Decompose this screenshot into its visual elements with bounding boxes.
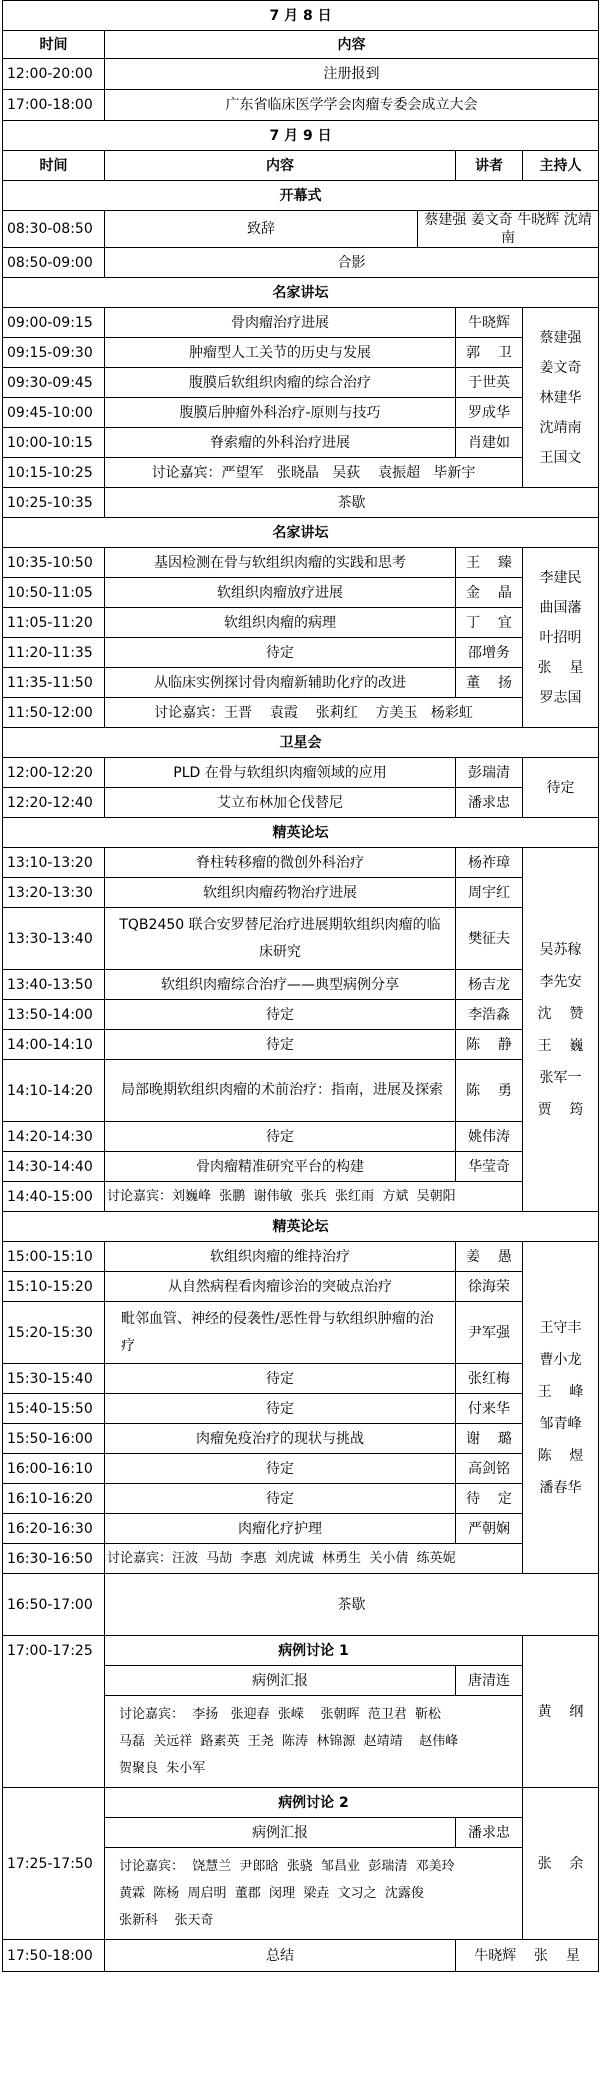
break-cell: 茶歇 xyxy=(105,488,599,518)
time-cell: 09:30-09:45 xyxy=(3,368,105,398)
speaker-cell: 罗成华 xyxy=(456,398,523,428)
host-name: 潘春华 xyxy=(539,1479,582,1496)
content-cell: 脊索瘤的外科治疗进展 xyxy=(105,428,456,458)
time-cell: 11:50-12:00 xyxy=(3,698,105,728)
host-cell: 黄 纲 xyxy=(523,1636,599,1788)
table-row xyxy=(3,248,599,278)
table-row xyxy=(3,758,599,788)
table-row xyxy=(3,668,599,698)
host-name: 叶招明 xyxy=(539,629,582,646)
content-cell: 局部晚期软组织肉瘤的术前治疗：指南，进展及探索 xyxy=(105,1060,456,1122)
discussion-cell: 讨论嘉宾：王晋 袁霞 张莉红 方美玉 杨彩虹 xyxy=(105,698,523,728)
table-row xyxy=(3,1940,599,1972)
host-name: 沈 赞 xyxy=(537,1005,584,1022)
speaker-cell: 唐清连 xyxy=(456,1666,523,1696)
content-cell: 病例汇报 xyxy=(105,1666,456,1696)
time-cell: 09:45-10:00 xyxy=(3,398,105,428)
host-name: 王 巍 xyxy=(537,1037,584,1054)
time-cell: 16:50-17:00 xyxy=(3,1574,105,1636)
time-header: 时间 xyxy=(3,31,105,59)
table-row xyxy=(3,458,599,488)
host-name: 林建华 xyxy=(539,389,582,406)
table-row xyxy=(3,211,599,248)
day2-header-row xyxy=(3,151,599,181)
content-cell: 从临床实例探讨骨肉瘤新辅助化疗的改进 xyxy=(105,668,456,698)
table-row xyxy=(3,1302,599,1364)
discussion-cell: 讨论嘉宾：汪波 马劼 李惠 刘虎诚 林勇生 关小倩 练英妮 xyxy=(105,1544,523,1574)
speaker-cell: 严朝娴 xyxy=(456,1514,523,1544)
content-cell: 从自然病程看肉瘤诊治的突破点治疗 xyxy=(105,1272,456,1302)
time-cell: 10:15-10:25 xyxy=(3,458,105,488)
table-row xyxy=(3,59,599,90)
time-cell: 16:10-16:20 xyxy=(3,1484,105,1514)
table-row xyxy=(3,548,599,578)
time-cell: 17:00-17:25 xyxy=(3,1636,105,1788)
host-name: 张 星 xyxy=(537,659,584,676)
time-cell: 14:20-14:30 xyxy=(3,1122,105,1152)
time-cell: 14:40-15:00 xyxy=(3,1182,105,1212)
content-cell: 肿瘤型人工关节的历史与发展 xyxy=(105,338,456,368)
table-row xyxy=(3,1182,599,1212)
time-cell: 11:05-11:20 xyxy=(3,608,105,638)
speaker-cell: 郭 卫 xyxy=(456,338,523,368)
day2-date: 7 月 9 日 xyxy=(3,121,599,151)
speaker-cell: 姚伟涛 xyxy=(456,1122,523,1152)
host-cell: 待定 xyxy=(523,758,599,818)
content-cell: 病例汇报 xyxy=(105,1818,456,1848)
session-title: 病例讨论 2 xyxy=(105,1788,523,1818)
time-cell: 17:50-18:00 xyxy=(3,1940,105,1972)
day1-date: 7 月 8 日 xyxy=(3,1,599,31)
content-cell: 待定 xyxy=(105,1122,456,1152)
table-row xyxy=(3,1544,599,1574)
speaker-cell: 潘求忠 xyxy=(456,1818,523,1848)
content-header: 内容 xyxy=(105,151,456,181)
session-title-row xyxy=(3,1788,599,1818)
content-cell: 腹膜后软组织肉瘤的综合治疗 xyxy=(105,368,456,398)
schedule-table xyxy=(2,0,599,1972)
speaker-cell: 待 定 xyxy=(456,1484,523,1514)
session-title: 卫星会 xyxy=(3,728,599,758)
time-cell: 17:25-17:50 xyxy=(3,1788,105,1940)
speaker-cell: 金 晶 xyxy=(456,578,523,608)
content-cell: 肉瘤免疫治疗的现状与挑战 xyxy=(105,1424,456,1454)
content-cell: TQB2450 联合安罗替尼治疗进展期软组织肉瘤的临床研究 xyxy=(105,908,456,970)
time-cell: 10:25-10:35 xyxy=(3,488,105,518)
table-row xyxy=(3,638,599,668)
content-cell: 软组织肉瘤放疗进展 xyxy=(105,578,456,608)
table-row xyxy=(3,578,599,608)
host-name: 王国文 xyxy=(539,449,582,466)
content-cell: 广东省临床医学学会肉瘤专委会成立大会 xyxy=(105,90,599,121)
host-cell xyxy=(523,308,599,488)
discussion-cell: 讨论嘉宾：刘巍峰 张鹏 谢伟敏 张兵 张红雨 方斌 吴朝阳 xyxy=(105,1182,523,1212)
time-cell: 10:50-11:05 xyxy=(3,578,105,608)
speaker-cell: 尹军强 xyxy=(456,1302,523,1364)
time-cell: 15:20-15:30 xyxy=(3,1302,105,1364)
session-title: 名家讲坛 xyxy=(3,278,599,308)
table-row xyxy=(3,1394,599,1424)
table-row xyxy=(3,338,599,368)
session-title: 精英论坛 xyxy=(3,818,599,848)
speaker-cell: 谢 璐 xyxy=(456,1424,523,1454)
time-header: 时间 xyxy=(3,151,105,181)
content-cell: 软组织肉瘤的维持治疗 xyxy=(105,1242,456,1272)
table-row xyxy=(3,1454,599,1484)
content-cell: 致辞 xyxy=(105,211,418,248)
session-title-row xyxy=(3,181,599,211)
time-cell: 15:30-15:40 xyxy=(3,1364,105,1394)
content-cell: 注册报到 xyxy=(105,59,599,90)
time-cell: 13:50-14:00 xyxy=(3,1000,105,1030)
session-title-row xyxy=(3,1212,599,1242)
table-row xyxy=(3,1000,599,1030)
table-row xyxy=(3,428,599,458)
break-row xyxy=(3,488,599,518)
host-name: 罗志国 xyxy=(539,689,582,706)
speaker-cell: 董 扬 xyxy=(456,668,523,698)
content-cell: 骨肉瘤精准研究平台的构建 xyxy=(105,1152,456,1182)
speaker-cell: 高剑铭 xyxy=(456,1454,523,1484)
content-cell: 软组织肉瘤药物治疗进展 xyxy=(105,878,456,908)
time-cell: 11:35-11:50 xyxy=(3,668,105,698)
speaker-cell: 丁 宜 xyxy=(456,608,523,638)
content-cell: 待定 xyxy=(105,1000,456,1030)
session-title-row xyxy=(3,1636,599,1666)
speaker-cell: 于世英 xyxy=(456,368,523,398)
content-cell: PLD 在骨与软组织肉瘤领域的应用 xyxy=(105,758,456,788)
names-cell: 牛晓辉 张 星 xyxy=(456,1940,599,1972)
time-cell: 14:00-14:10 xyxy=(3,1030,105,1060)
content-cell: 待定 xyxy=(105,638,456,668)
host-name: 邹青峰 xyxy=(539,1415,582,1432)
table-row xyxy=(3,1242,599,1272)
content-cell: 肉瘤化疗护理 xyxy=(105,1514,456,1544)
speaker-cell: 王 臻 xyxy=(456,548,523,578)
names-cell: 蔡建强 姜文奇 牛晓辉 沈靖南 xyxy=(418,211,599,248)
speaker-cell: 张红梅 xyxy=(456,1364,523,1394)
content-cell: 待定 xyxy=(105,1030,456,1060)
host-header: 主持人 xyxy=(523,151,599,181)
time-cell: 12:00-20:00 xyxy=(3,59,105,90)
session-title-row xyxy=(3,728,599,758)
table-row xyxy=(3,1364,599,1394)
day2-date-row xyxy=(3,121,599,151)
day1-header-row xyxy=(3,31,599,59)
time-cell: 11:20-11:35 xyxy=(3,638,105,668)
time-cell: 17:00-18:00 xyxy=(3,90,105,121)
table-row xyxy=(3,1272,599,1302)
content-cell: 腹膜后肿瘤外科治疗-原则与技巧 xyxy=(105,398,456,428)
time-cell: 16:20-16:30 xyxy=(3,1514,105,1544)
table-row xyxy=(3,1484,599,1514)
session-title: 精英论坛 xyxy=(3,1212,599,1242)
speaker-cell: 华莹奇 xyxy=(456,1152,523,1182)
discussion-cell: 讨论嘉宾： 饶慧兰 尹郎晗 张骁 邹昌业 彭瑞清 邓美玲 黄霖 陈杨 周启明 董郡 闵理 梁垚 文习之 沈露俊 张新科 张天奇 xyxy=(105,1848,523,1940)
session-title-row xyxy=(3,818,599,848)
content-cell: 总结 xyxy=(105,1940,456,1972)
speaker-cell: 肖建如 xyxy=(456,428,523,458)
time-cell: 13:10-13:20 xyxy=(3,848,105,878)
content-cell: 软组织肉瘤综合治疗——典型病例分享 xyxy=(105,970,456,1000)
time-cell: 14:30-14:40 xyxy=(3,1152,105,1182)
speaker-cell: 潘求忠 xyxy=(456,788,523,818)
content-cell: 基因检测在骨与软组织肉瘤的实践和思考 xyxy=(105,548,456,578)
host-cell xyxy=(523,848,599,1212)
speaker-cell: 李浩淼 xyxy=(456,1000,523,1030)
time-cell: 13:30-13:40 xyxy=(3,908,105,970)
time-cell: 13:20-13:30 xyxy=(3,878,105,908)
time-cell: 12:00-12:20 xyxy=(3,758,105,788)
table-row xyxy=(3,90,599,121)
speaker-cell: 樊征夫 xyxy=(456,908,523,970)
table-row xyxy=(3,608,599,638)
host-name: 姜文奇 xyxy=(539,359,582,376)
break-row xyxy=(3,1574,599,1636)
speaker-cell: 邵增务 xyxy=(456,638,523,668)
host-cell xyxy=(523,1242,599,1574)
time-cell: 15:10-15:20 xyxy=(3,1272,105,1302)
time-cell: 08:30-08:50 xyxy=(3,211,105,248)
content-header: 内容 xyxy=(105,31,599,59)
time-cell: 13:40-13:50 xyxy=(3,970,105,1000)
time-cell: 14:10-14:20 xyxy=(3,1060,105,1122)
host-name: 李先安 xyxy=(539,973,582,990)
host-name: 沈靖南 xyxy=(539,419,582,436)
discussion-cell: 讨论嘉宾：严望军 张晓晶 吴荻 袁振超 毕新宇 xyxy=(105,458,523,488)
host-cell xyxy=(523,548,599,728)
table-row xyxy=(3,970,599,1000)
host-name: 吴苏稼 xyxy=(539,941,582,958)
time-cell: 16:30-16:50 xyxy=(3,1544,105,1574)
host-name: 蔡建强 xyxy=(539,329,582,346)
time-cell: 10:35-10:50 xyxy=(3,548,105,578)
discussion-cell: 讨论嘉宾： 李扬 张迎春 张嵘 张朝晖 范卫君 靳松 马磊 关远祥 路素英 王尧 陈涛 林锦源 赵靖靖 赵伟峰 贺聚良 朱小军 xyxy=(105,1696,523,1788)
table-row xyxy=(3,1152,599,1182)
table-row xyxy=(3,308,599,338)
table-row xyxy=(3,908,599,970)
table-row xyxy=(3,368,599,398)
content-cell: 骨肉瘤治疗进展 xyxy=(105,308,456,338)
table-row xyxy=(3,698,599,728)
table-row xyxy=(3,1514,599,1544)
host-cell: 张 余 xyxy=(523,1788,599,1940)
break-cell: 茶歇 xyxy=(105,1574,599,1636)
time-cell: 15:00-15:10 xyxy=(3,1242,105,1272)
time-cell: 08:50-09:00 xyxy=(3,248,105,278)
day1-date-row xyxy=(3,1,599,31)
speaker-cell: 陈 静 xyxy=(456,1030,523,1060)
host-name: 曹小龙 xyxy=(539,1351,582,1368)
time-cell: 15:40-15:50 xyxy=(3,1394,105,1424)
speaker-cell: 杨祚璋 xyxy=(456,848,523,878)
host-name: 王 峰 xyxy=(537,1383,584,1400)
table-row xyxy=(3,788,599,818)
speaker-cell: 徐海荣 xyxy=(456,1272,523,1302)
speaker-cell: 牛晓辉 xyxy=(456,308,523,338)
speaker-header: 讲者 xyxy=(456,151,523,181)
content-cell: 待定 xyxy=(105,1394,456,1424)
content-cell: 毗邻血管、神经的侵袭性/恶性骨与软组织肿瘤的治疗 xyxy=(105,1302,456,1364)
table-row xyxy=(3,1122,599,1152)
host-name: 陈 煜 xyxy=(537,1447,584,1464)
time-cell: 12:20-12:40 xyxy=(3,788,105,818)
speaker-cell: 周宇红 xyxy=(456,878,523,908)
speaker-cell: 姜 愚 xyxy=(456,1242,523,1272)
host-name: 李建民 xyxy=(539,569,582,586)
time-cell: 09:00-09:15 xyxy=(3,308,105,338)
host-name: 贾 筠 xyxy=(537,1101,584,1118)
session-title: 病例讨论 1 xyxy=(105,1636,523,1666)
time-cell: 16:00-16:10 xyxy=(3,1454,105,1484)
table-row xyxy=(3,1060,599,1122)
table-row xyxy=(3,1030,599,1060)
session-title: 开幕式 xyxy=(3,181,599,211)
host-name: 王守丰 xyxy=(539,1319,582,1336)
host-name: 曲国藩 xyxy=(539,599,582,616)
table-row xyxy=(3,848,599,878)
time-cell: 10:00-10:15 xyxy=(3,428,105,458)
content-cell: 合影 xyxy=(105,248,599,278)
content-cell: 脊柱转移瘤的微创外科治疗 xyxy=(105,848,456,878)
content-cell: 艾立布林加仑伐替尼 xyxy=(105,788,456,818)
time-cell: 15:50-16:00 xyxy=(3,1424,105,1454)
session-title-row xyxy=(3,278,599,308)
host-name: 张军一 xyxy=(539,1069,582,1086)
speaker-cell: 杨吉龙 xyxy=(456,970,523,1000)
content-cell: 待定 xyxy=(105,1484,456,1514)
session-title-row xyxy=(3,518,599,548)
table-row xyxy=(3,1424,599,1454)
content-cell: 待定 xyxy=(105,1364,456,1394)
table-row xyxy=(3,878,599,908)
session-title: 名家讲坛 xyxy=(3,518,599,548)
table-row xyxy=(3,398,599,428)
content-cell: 待定 xyxy=(105,1454,456,1484)
speaker-cell: 彭瑞清 xyxy=(456,758,523,788)
speaker-cell: 陈 勇 xyxy=(456,1060,523,1122)
speaker-cell: 付来华 xyxy=(456,1394,523,1424)
content-cell: 软组织肉瘤的病理 xyxy=(105,608,456,638)
time-cell: 09:15-09:30 xyxy=(3,338,105,368)
